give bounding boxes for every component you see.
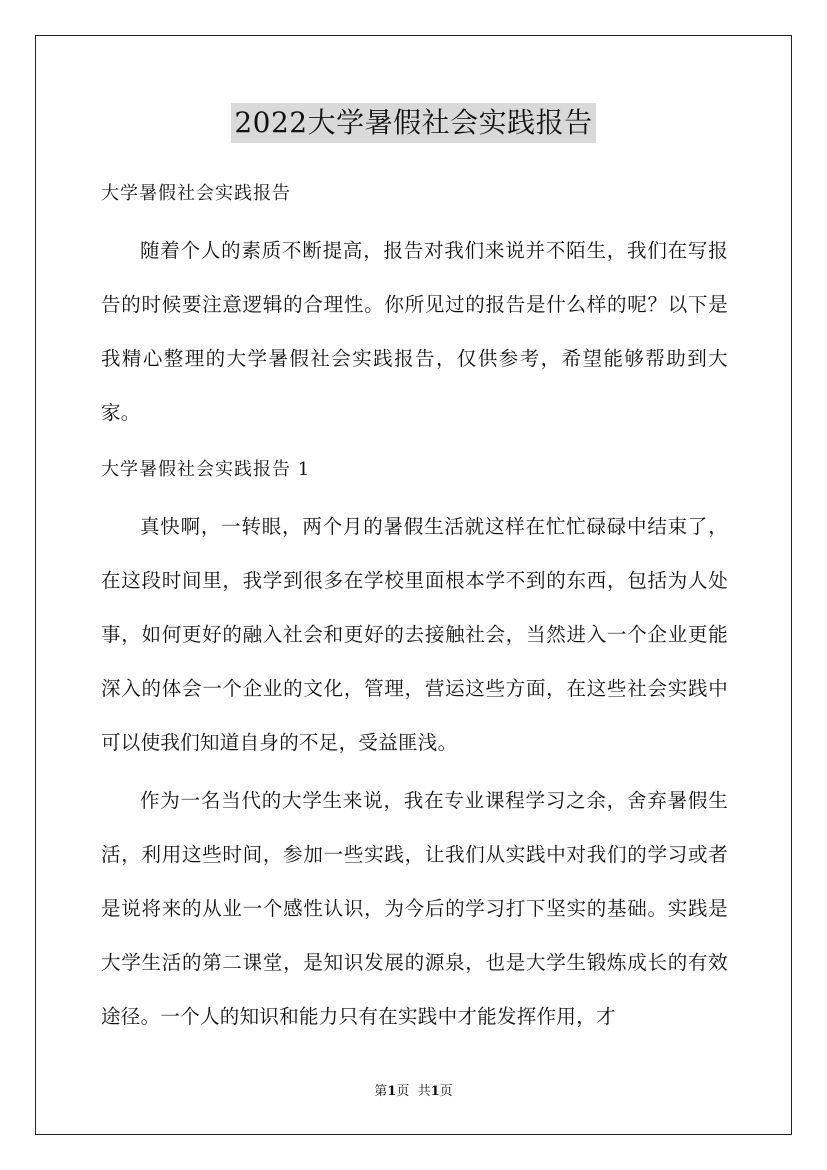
page-current: 1 bbox=[387, 1084, 397, 1099]
total-prefix: 共 bbox=[417, 1084, 431, 1099]
document-title-text: 2022大学暑假社会实践报告 bbox=[231, 103, 595, 143]
body-paragraph-2: 作为一名当代的大学生来说，我在专业课程学习之余，舍弃暑假生活，利用这些时间，参加一些实践，让我们从实践中对我们的学习或者是说将来的从业一个感性认识，为今后的学习打下坚实的基础。实践是大学生活的第二课堂，是知识发展的源泉，也是大学生锻炼成长的有效途径。一个人的知识和能力只有在实践中才能发挥作用，才 bbox=[101, 789, 728, 1028]
page-footer bbox=[0, 1082, 827, 1102]
body-paragraph-1: 真快啊，一转眼，两个月的暑假生活就这样在忙忙碌碌中结束了，在这段时间里，我学到很多在学校里面根本学不到的东西，包括为人处事，如何更好的融入社会和更好的去接触社会，当然进入一个企业更能深入的体会一个企业的文化，管理，营运这些方面，在这些社会实践中可以使我们知道自身的不足，受益匪浅。 bbox=[101, 515, 728, 754]
section-heading-1: 大学暑假社会实践报告 1 bbox=[101, 459, 311, 480]
intro-paragraph: 随着个人的素质不断提高，报告对我们来说并不陌生，我们在写报告的时候要注意逻辑的合理性。你所见过的报告是什么样的呢？以下是我精心整理的大学暑假社会实践报告，仅供参考，希望能够帮助到大家。 bbox=[101, 239, 728, 424]
page-prefix: 第 bbox=[374, 1084, 388, 1099]
document-body bbox=[101, 174, 728, 1044]
page-suffix: 页 bbox=[396, 1084, 410, 1099]
page-total: 1 bbox=[430, 1084, 440, 1099]
total-suffix: 页 bbox=[439, 1084, 453, 1099]
section-heading-main: 大学暑假社会实践报告 bbox=[101, 183, 291, 204]
document-title bbox=[0, 102, 827, 143]
